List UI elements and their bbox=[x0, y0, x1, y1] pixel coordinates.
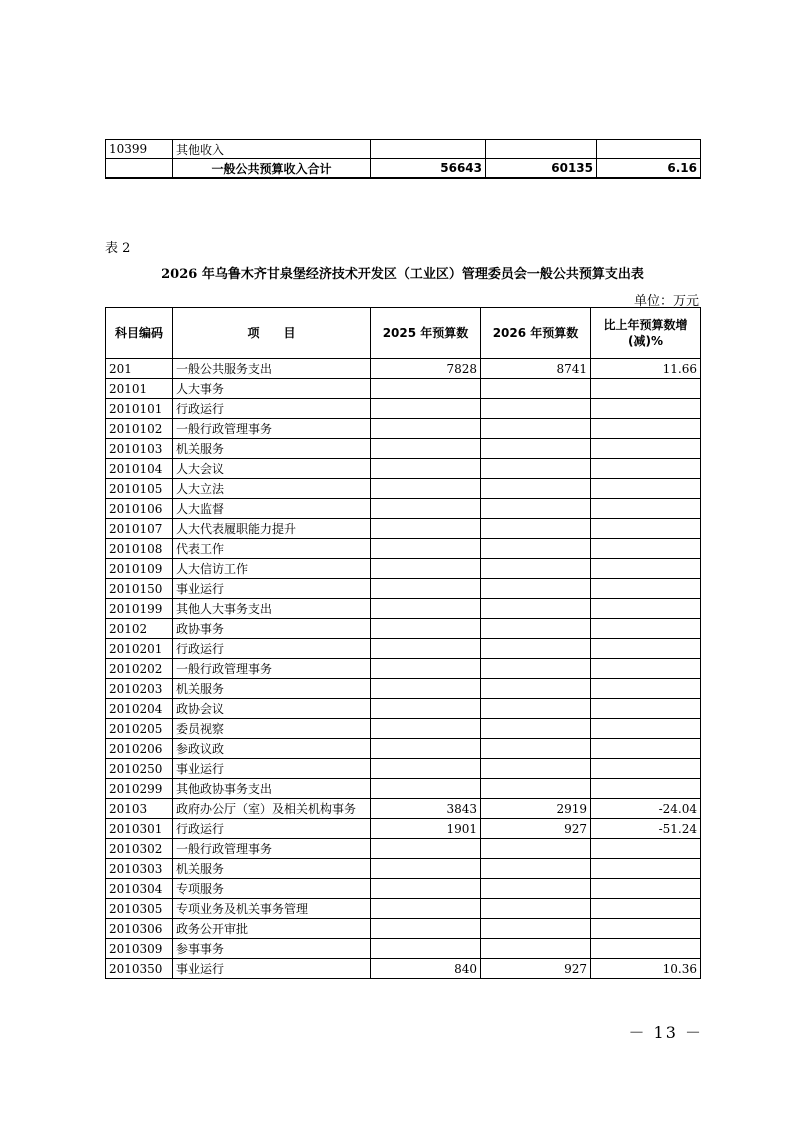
subject-code: 2010309 bbox=[106, 939, 173, 959]
value-2026 bbox=[481, 739, 591, 759]
subject-code: 2010204 bbox=[106, 699, 173, 719]
header-name: 项 目 bbox=[173, 308, 371, 359]
subject-code: 2010109 bbox=[106, 559, 173, 579]
table-row bbox=[106, 539, 701, 559]
item-name: 其他人大事务支出 bbox=[173, 599, 371, 619]
value-2026 bbox=[481, 879, 591, 899]
change-percent bbox=[591, 839, 701, 859]
change-percent bbox=[591, 639, 701, 659]
total-label: 一般公共预算收入合计 bbox=[173, 159, 371, 179]
value-2025: 3843 bbox=[371, 799, 481, 819]
subject-code: 2010202 bbox=[106, 659, 173, 679]
subject-code: 2010103 bbox=[106, 439, 173, 459]
header-change: 比上年预算数增(减)% bbox=[591, 308, 701, 359]
value-2025 bbox=[371, 919, 481, 939]
value-2025 bbox=[371, 759, 481, 779]
table-row bbox=[106, 659, 701, 679]
table-row bbox=[106, 639, 701, 659]
item-name: 政协会议 bbox=[173, 699, 371, 719]
subject-code: 10399 bbox=[106, 140, 173, 159]
expenditure-table-body bbox=[106, 359, 701, 979]
value-2026 bbox=[481, 559, 591, 579]
item-name: 政府办公厅（室）及相关机构事务 bbox=[173, 799, 371, 819]
table-label: 表 2 bbox=[105, 241, 131, 256]
item-name: 参事事务 bbox=[173, 939, 371, 959]
value-2025: 840 bbox=[371, 959, 481, 979]
subject-code: 2010106 bbox=[106, 499, 173, 519]
subject-code: 2010306 bbox=[106, 919, 173, 939]
total-change: 6.16 bbox=[597, 159, 701, 179]
income-table-body bbox=[106, 140, 701, 179]
value-2026: 927 bbox=[481, 959, 591, 979]
unit-label: 单位：万元 bbox=[633, 294, 699, 309]
subject-code: 2010105 bbox=[106, 479, 173, 499]
value-2025 bbox=[371, 699, 481, 719]
item-name: 人大信访工作 bbox=[173, 559, 371, 579]
table-row bbox=[106, 439, 701, 459]
change-percent bbox=[591, 899, 701, 919]
value-2025 bbox=[371, 479, 481, 499]
item-name: 行政运行 bbox=[173, 639, 371, 659]
item-name: 人大立法 bbox=[173, 479, 371, 499]
subject-code: 2010108 bbox=[106, 539, 173, 559]
change-percent bbox=[591, 879, 701, 899]
table-row bbox=[106, 779, 701, 799]
value-2026 bbox=[481, 939, 591, 959]
table-row bbox=[106, 459, 701, 479]
change-percent bbox=[591, 599, 701, 619]
value-2025: 7828 bbox=[371, 359, 481, 379]
subject-code: 2010102 bbox=[106, 419, 173, 439]
subject-code: 2010199 bbox=[106, 599, 173, 619]
value-2026 bbox=[481, 779, 591, 799]
value-2026 bbox=[481, 639, 591, 659]
subject-code: 2010350 bbox=[106, 959, 173, 979]
item-name: 人大会议 bbox=[173, 459, 371, 479]
table-row bbox=[106, 899, 701, 919]
value-2026 bbox=[481, 579, 591, 599]
item-name: 行政运行 bbox=[173, 399, 371, 419]
change-percent bbox=[591, 539, 701, 559]
change-percent bbox=[591, 439, 701, 459]
value-2025 bbox=[371, 459, 481, 479]
subject-code: 2010201 bbox=[106, 639, 173, 659]
subject-code: 2010206 bbox=[106, 739, 173, 759]
change-percent: 10.36 bbox=[591, 959, 701, 979]
change-percent bbox=[591, 779, 701, 799]
table-row bbox=[106, 519, 701, 539]
value-2026: 2919 bbox=[481, 799, 591, 819]
subject-code: 2010303 bbox=[106, 859, 173, 879]
change-percent: -24.04 bbox=[591, 799, 701, 819]
subject-code: 2010107 bbox=[106, 519, 173, 539]
table-row bbox=[106, 379, 701, 399]
table-row bbox=[106, 679, 701, 699]
page-number: － 13 － bbox=[628, 1023, 703, 1042]
table-row bbox=[106, 559, 701, 579]
value-2026 bbox=[481, 679, 591, 699]
value-2026 bbox=[481, 539, 591, 559]
item-name: 事业运行 bbox=[173, 959, 371, 979]
table-row bbox=[106, 619, 701, 639]
value-2025 bbox=[371, 879, 481, 899]
table-row bbox=[106, 419, 701, 439]
change-percent bbox=[591, 479, 701, 499]
header-2025: 2025 年预算数 bbox=[371, 308, 481, 359]
item-name: 机关服务 bbox=[173, 859, 371, 879]
subject-code: 2010205 bbox=[106, 719, 173, 739]
table-row bbox=[106, 759, 701, 779]
item-name: 机关服务 bbox=[173, 439, 371, 459]
change-percent bbox=[591, 559, 701, 579]
value-2026 bbox=[486, 140, 597, 159]
item-name: 参政议政 bbox=[173, 739, 371, 759]
change-percent: -51.24 bbox=[591, 819, 701, 839]
subject-code: 2010304 bbox=[106, 879, 173, 899]
value-2025 bbox=[371, 419, 481, 439]
value-2026 bbox=[481, 499, 591, 519]
header-code: 科目编码 bbox=[106, 308, 173, 359]
value-2026 bbox=[481, 459, 591, 479]
item-name: 人大代表履职能力提升 bbox=[173, 519, 371, 539]
value-2025 bbox=[371, 679, 481, 699]
item-name: 人大监督 bbox=[173, 499, 371, 519]
value-2026 bbox=[481, 399, 591, 419]
subject-code: 20101 bbox=[106, 379, 173, 399]
item-name: 一般行政管理事务 bbox=[173, 419, 371, 439]
item-name: 人大事务 bbox=[173, 379, 371, 399]
value-2025 bbox=[371, 439, 481, 459]
table-row bbox=[106, 959, 701, 979]
value-2026 bbox=[481, 899, 591, 919]
change-percent bbox=[591, 659, 701, 679]
item-name: 代表工作 bbox=[173, 539, 371, 559]
subject-code: 2010299 bbox=[106, 779, 173, 799]
value-2025 bbox=[371, 559, 481, 579]
subject-code: 2010305 bbox=[106, 899, 173, 919]
value-2026 bbox=[481, 619, 591, 639]
change-percent bbox=[591, 499, 701, 519]
table-row bbox=[106, 719, 701, 739]
item-name: 机关服务 bbox=[173, 679, 371, 699]
table-row bbox=[106, 579, 701, 599]
subject-code: 2010203 bbox=[106, 679, 173, 699]
item-name: 事业运行 bbox=[173, 759, 371, 779]
header-2026: 2026 年预算数 bbox=[481, 308, 591, 359]
change-percent bbox=[591, 419, 701, 439]
change-percent bbox=[591, 399, 701, 419]
item-name: 一般行政管理事务 bbox=[173, 839, 371, 859]
value-2025 bbox=[371, 639, 481, 659]
income-table-tail bbox=[105, 139, 701, 179]
table-row bbox=[106, 939, 701, 959]
value-2025 bbox=[371, 379, 481, 399]
table-row bbox=[106, 359, 701, 379]
value-2026 bbox=[481, 759, 591, 779]
value-2025 bbox=[371, 899, 481, 919]
table-row bbox=[106, 499, 701, 519]
change-percent bbox=[591, 459, 701, 479]
subject-code: 20103 bbox=[106, 799, 173, 819]
expenditure-table bbox=[105, 307, 701, 979]
table-row bbox=[106, 879, 701, 899]
value-2025 bbox=[371, 739, 481, 759]
table-row bbox=[106, 399, 701, 419]
value-2026 bbox=[481, 859, 591, 879]
value-2025 bbox=[371, 719, 481, 739]
item-name: 其他收入 bbox=[173, 140, 371, 159]
value-2025 bbox=[371, 599, 481, 619]
table-row bbox=[106, 599, 701, 619]
value-2026 bbox=[481, 379, 591, 399]
item-name: 一般行政管理事务 bbox=[173, 659, 371, 679]
blank-cell bbox=[106, 159, 173, 179]
change-percent bbox=[591, 939, 701, 959]
total-row bbox=[106, 159, 701, 179]
item-name: 其他政协事务支出 bbox=[173, 779, 371, 799]
table-row bbox=[106, 479, 701, 499]
value-2026 bbox=[481, 479, 591, 499]
subject-code: 2010104 bbox=[106, 459, 173, 479]
value-2026 bbox=[481, 839, 591, 859]
value-2026 bbox=[481, 699, 591, 719]
change-percent bbox=[591, 759, 701, 779]
value-2025 bbox=[371, 659, 481, 679]
value-2025 bbox=[371, 579, 481, 599]
change-percent bbox=[591, 679, 701, 699]
value-2025 bbox=[371, 939, 481, 959]
change-percent bbox=[591, 519, 701, 539]
value-2026 bbox=[481, 519, 591, 539]
value-2025 bbox=[371, 499, 481, 519]
item-name: 行政运行 bbox=[173, 819, 371, 839]
value-2025: 1901 bbox=[371, 819, 481, 839]
subject-code: 2010302 bbox=[106, 839, 173, 859]
change-percent bbox=[591, 739, 701, 759]
value-2025 bbox=[371, 859, 481, 879]
value-2025 bbox=[371, 399, 481, 419]
change-percent bbox=[591, 579, 701, 599]
change-percent bbox=[591, 719, 701, 739]
value-2026: 927 bbox=[481, 819, 591, 839]
value-2025 bbox=[371, 779, 481, 799]
item-name: 专项服务 bbox=[173, 879, 371, 899]
item-name: 事业运行 bbox=[173, 579, 371, 599]
item-name: 专项业务及机关事务管理 bbox=[173, 899, 371, 919]
value-2026 bbox=[481, 419, 591, 439]
item-name: 委员视察 bbox=[173, 719, 371, 739]
value-2026 bbox=[481, 919, 591, 939]
value-2025 bbox=[371, 539, 481, 559]
subject-code: 2010250 bbox=[106, 759, 173, 779]
subject-code: 2010150 bbox=[106, 579, 173, 599]
value-2026 bbox=[481, 659, 591, 679]
subject-code: 20102 bbox=[106, 619, 173, 639]
header-row bbox=[106, 308, 701, 359]
change-percent bbox=[591, 919, 701, 939]
change-percent bbox=[597, 140, 701, 159]
table-row bbox=[106, 919, 701, 939]
table-row bbox=[106, 859, 701, 879]
change-percent bbox=[591, 699, 701, 719]
subject-code: 201 bbox=[106, 359, 173, 379]
table-row bbox=[106, 839, 701, 859]
change-percent bbox=[591, 859, 701, 879]
total-2026: 60135 bbox=[486, 159, 597, 179]
value-2026 bbox=[481, 439, 591, 459]
value-2025 bbox=[371, 519, 481, 539]
change-percent: 11.66 bbox=[591, 359, 701, 379]
table-row bbox=[106, 799, 701, 819]
value-2026 bbox=[481, 719, 591, 739]
table-row bbox=[106, 819, 701, 839]
value-2026 bbox=[481, 599, 591, 619]
item-name: 政务公开审批 bbox=[173, 919, 371, 939]
change-percent bbox=[591, 379, 701, 399]
total-2025: 56643 bbox=[371, 159, 486, 179]
value-2026: 8741 bbox=[481, 359, 591, 379]
change-percent bbox=[591, 619, 701, 639]
subject-code: 2010301 bbox=[106, 819, 173, 839]
item-name: 一般公共服务支出 bbox=[173, 359, 371, 379]
item-name: 政协事务 bbox=[173, 619, 371, 639]
table-row bbox=[106, 140, 701, 159]
table-row bbox=[106, 699, 701, 719]
table-row bbox=[106, 739, 701, 759]
value-2025 bbox=[371, 839, 481, 859]
subject-code: 2010101 bbox=[106, 399, 173, 419]
table-title: 2026 年乌鲁木齐甘泉堡经济技术开发区（工业区）管理委员会一般公共预算支出表 bbox=[161, 267, 644, 282]
value-2025 bbox=[371, 619, 481, 639]
value-2025 bbox=[371, 140, 486, 159]
